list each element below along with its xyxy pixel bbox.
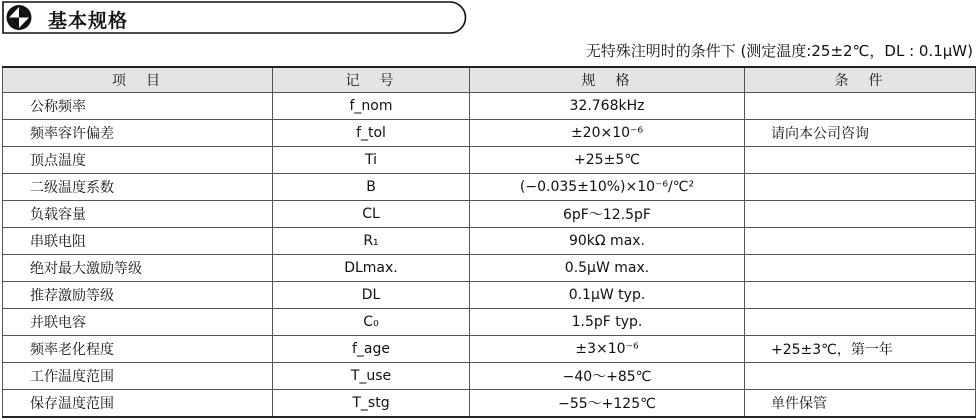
symbol-cell: T_stg: [273, 390, 470, 418]
item-cell: 推荐激励等级: [3, 282, 273, 309]
table-row: [3, 147, 976, 174]
table-row: [3, 174, 976, 201]
table-row: [3, 282, 976, 309]
table-row: [3, 255, 976, 282]
symbol-cell: DLmax.: [273, 255, 470, 282]
spec-cell: (−0.035±10%)×10⁻⁶/℃²: [470, 174, 745, 201]
section-title: 基本规格: [48, 10, 129, 32]
item-cell: 频率老化程度: [3, 336, 273, 363]
item-cell: 工作温度范围: [3, 363, 273, 390]
symbol-cell: Ti: [273, 147, 470, 174]
condition-cell: 请向本公司咨询: [745, 120, 976, 147]
symbol-cell: R₁: [273, 228, 470, 255]
table-row: [3, 390, 976, 418]
table-row: [3, 309, 976, 336]
symbol-cell: T_use: [273, 363, 470, 390]
spec-cell: +25±5℃: [470, 147, 745, 174]
column-header-spec: 规 格: [470, 67, 745, 93]
item-cell: 顶点温度: [3, 147, 273, 174]
spec-cell: 32.768kHz: [470, 93, 745, 120]
table-row: [3, 93, 976, 120]
table-row: [3, 228, 976, 255]
symbol-cell: CL: [273, 201, 470, 228]
column-header-condition: 条 件: [745, 67, 976, 93]
spec-cell: −55～+125℃: [470, 390, 745, 418]
symbol-cell: B: [273, 174, 470, 201]
spec-cell: −40～+85℃: [470, 363, 745, 390]
table-row: [3, 201, 976, 228]
section-header: [2, 1, 467, 34]
table-row: [3, 363, 976, 390]
condition-cell: [745, 93, 976, 120]
condition-cell: [745, 228, 976, 255]
item-cell: 二级温度系数: [3, 174, 273, 201]
table-header-row: [3, 67, 976, 93]
spec-cell: 1.5pF typ.: [470, 309, 745, 336]
symbol-cell: f_age: [273, 336, 470, 363]
symbol-cell: f_nom: [273, 93, 470, 120]
spec-table: [2, 66, 976, 418]
symbol-cell: C₀: [273, 309, 470, 336]
spec-cell: 6pF～12.5pF: [470, 201, 745, 228]
spec-cell: 90kΩ max.: [470, 228, 745, 255]
condition-cell: 单件保管: [745, 390, 976, 418]
spec-cell: ±3×10⁻⁶: [470, 336, 745, 363]
condition-cell: [745, 363, 976, 390]
item-cell: 并联电容: [3, 309, 273, 336]
spec-cell: ±20×10⁻⁶: [470, 120, 745, 147]
condition-cell: [745, 309, 976, 336]
bullet-diamond-icon: [7, 5, 32, 30]
item-cell: 绝对最大激励等级: [3, 255, 273, 282]
item-cell: 负载容量: [3, 201, 273, 228]
column-header-item: 项 目: [3, 67, 273, 93]
condition-cell: [745, 147, 976, 174]
column-header-symbol: 记 号: [273, 67, 470, 93]
symbol-cell: f_tol: [273, 120, 470, 147]
measurement-conditions-note: 无特殊注明时的条件下 (测定温度:25±2℃，DL : 0.1μW): [585, 42, 973, 60]
item-cell: 频率容许偏差: [3, 120, 273, 147]
symbol-cell: DL: [273, 282, 470, 309]
item-cell: 保存温度范围: [3, 390, 273, 418]
spec-cell: 0.5μW max.: [470, 255, 745, 282]
item-cell: 串联电阻: [3, 228, 273, 255]
item-cell: 公称频率: [3, 93, 273, 120]
condition-cell: [745, 255, 976, 282]
condition-cell: [745, 174, 976, 201]
table-row: [3, 120, 976, 147]
condition-cell: [745, 282, 976, 309]
condition-cell: [745, 201, 976, 228]
table-row: [3, 336, 976, 363]
condition-cell: +25±3℃，第一年: [745, 336, 976, 363]
spec-cell: 0.1μW typ.: [470, 282, 745, 309]
